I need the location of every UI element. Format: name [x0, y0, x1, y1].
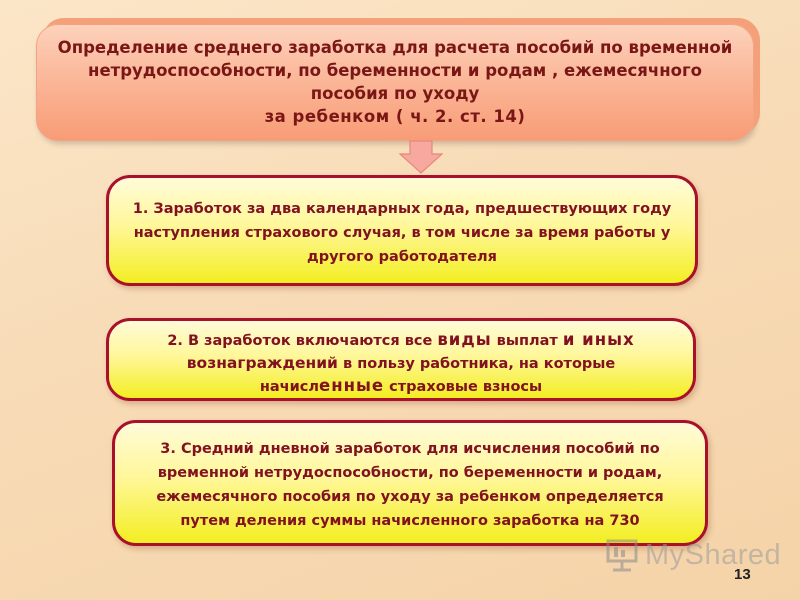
card3-line-1: 3. Средний дневной заработок для исчисления пособий по	[160, 441, 660, 457]
rule-card-2	[106, 318, 696, 401]
title-line-4: за ребенком ( ч. 2. ст. 14)	[264, 107, 526, 126]
title-line-3: пособия по уходу	[310, 84, 480, 103]
watermark-text: MyShared	[645, 539, 782, 571]
title-line-2: нетрудоспособности, по беременности и родам , ежемесячного	[88, 61, 702, 80]
card2-text-5: страховые взносы	[384, 379, 543, 395]
card2-text-1: 2. В заработок включаются все	[167, 333, 438, 349]
title-line-1: Определение среднего заработка для расчета пособий по временной	[57, 38, 733, 57]
card1-line-1: 1. Заработок за два календарных года, предшествующих году	[132, 201, 672, 217]
card1-line-2: наступления страхового случая, в том числе за время работы у	[133, 225, 671, 241]
title-banner	[36, 24, 754, 141]
card1-line-3: другого работодателя	[307, 249, 497, 265]
card2-emph-1: виды	[437, 330, 492, 349]
card2-text-2: выплат	[491, 333, 563, 349]
card2-text-4: начисл	[259, 379, 320, 395]
card2-emph-4: енные	[319, 376, 385, 395]
rule-card-1	[106, 175, 698, 286]
card2-text-3: в пользу работника, на которые	[337, 356, 616, 372]
page-number: 13	[734, 566, 751, 583]
card2-emph-3: вознаграждений	[186, 354, 338, 372]
card2-emph-2: и иных	[562, 330, 635, 349]
down-arrow-icon	[398, 140, 444, 174]
card3-line-4: путем деления суммы начисленного заработка на 730	[180, 513, 640, 529]
card3-line-2: временной нетрудоспособности, по беременности и родам,	[157, 465, 663, 481]
presentation-board-icon	[605, 538, 641, 572]
card3-line-3: ежемесячного пособия по уходу за ребенком определяется	[156, 489, 664, 505]
rule-card-3	[112, 420, 708, 546]
